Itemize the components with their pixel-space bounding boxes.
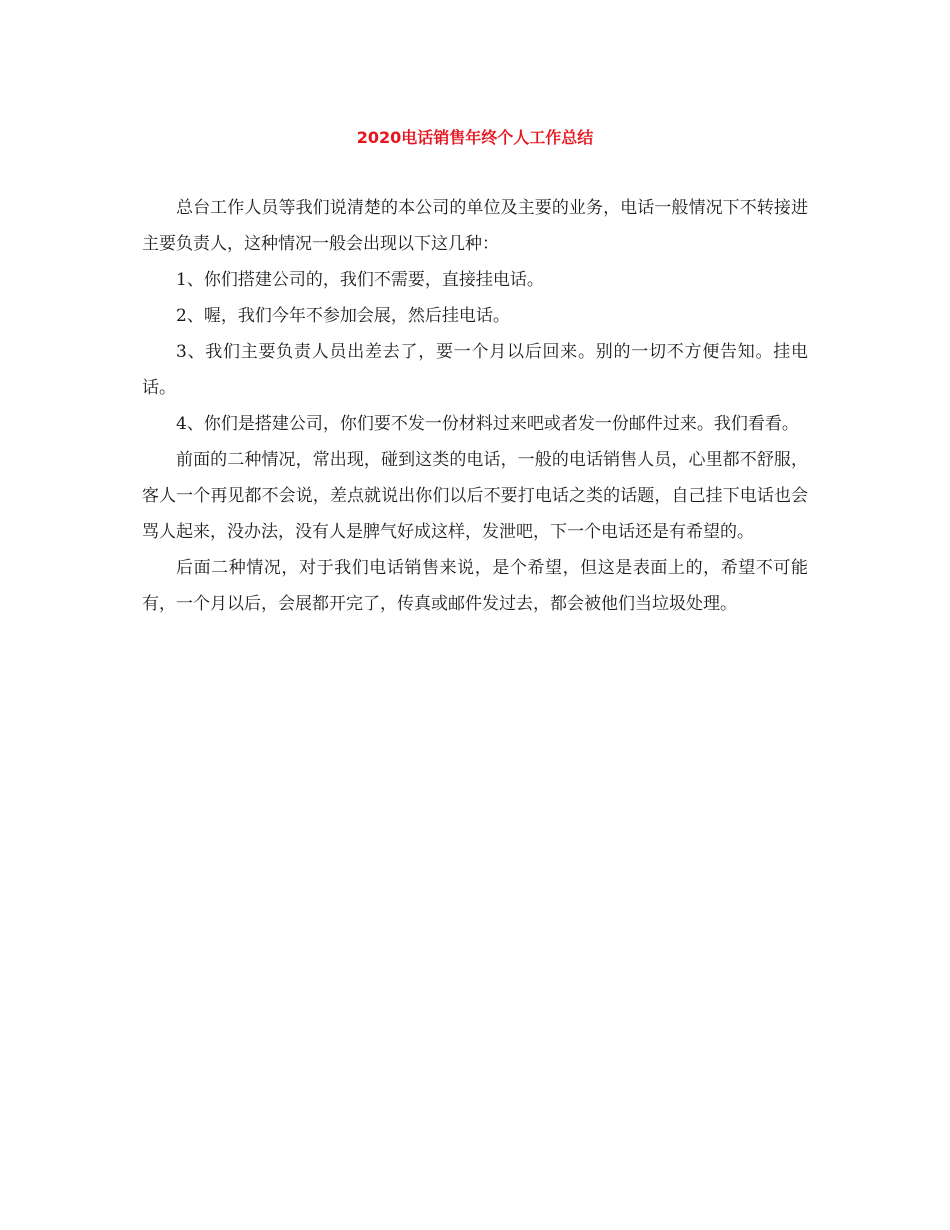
document-body	[142, 190, 808, 622]
paragraph-intro: 总台工作人员等我们说清楚的本公司的单位及主要的业务，电话一般情况下不转接进主要负责人，这种情况一般会出现以下这几种：	[142, 198, 808, 254]
paragraph-case-2: 2、喔，我们今年不参加会展，然后挂电话。	[176, 306, 510, 326]
paragraph-analysis-second: 后面二种情况，对于我们电话销售来说，是个希望，但这是表面上的，希望不可能有，一个月以后，会展都开完了，传真或邮件发过去，都会被他们当垃圾处理。	[142, 558, 808, 614]
paragraph-case-1: 1、你们搭建公司的，我们不需要，直接挂电话。	[176, 270, 544, 290]
paragraph-case-4: 4、你们是搭建公司，你们要不发一份材料过来吧或者发一份邮件过来。我们看看。	[176, 414, 799, 434]
document-title: 2020电话销售年终个人工作总结	[356, 128, 594, 147]
paragraph-analysis-first: 前面的二种情况，常出现，碰到这类的电话，一般的电话销售人员，心里都不舒服，客人一个再见都不会说，差点就说出你们以后不要打电话之类的话题，自己挂下电话也会骂人起来，没办法，没有人是脾气好成这样，发泄吧，下一个电话还是有希望的。	[142, 450, 808, 542]
paragraph-case-3: 3、我们主要负责人员出差去了，要一个月以后回来。别的一切不方便告知。挂电话。	[142, 342, 808, 398]
